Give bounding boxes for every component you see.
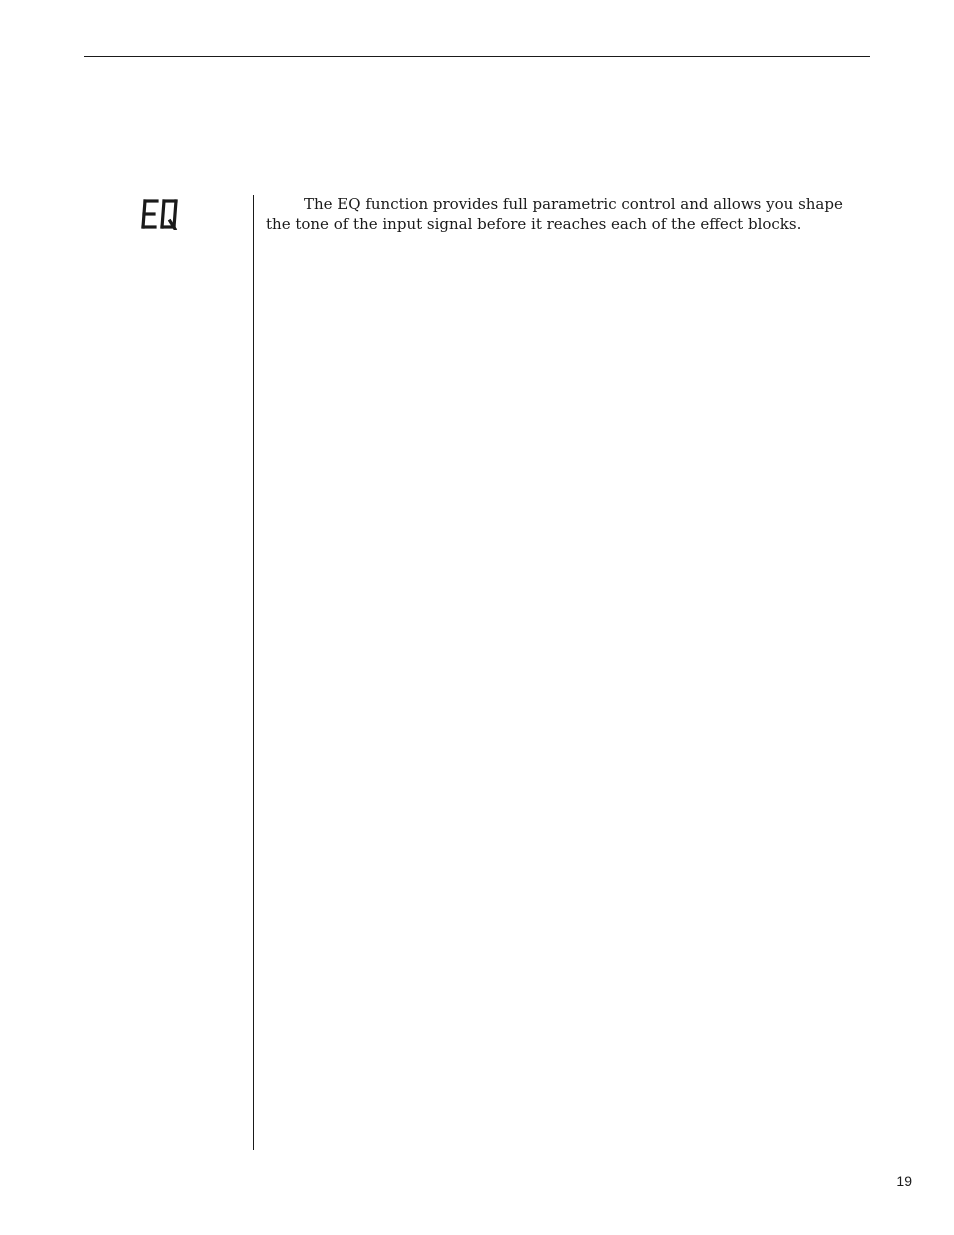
eq-display-glyph <box>141 198 181 230</box>
header-rule <box>84 56 870 57</box>
page-number: 19 <box>896 1173 912 1189</box>
margin-column-rule <box>253 195 254 1150</box>
eq-description-paragraph: The EQ function provides full parametric control and allows you shape the tone of the input signal before it reaches each of the effect blocks. <box>266 195 843 233</box>
eq-segment-display-icon <box>141 198 181 230</box>
